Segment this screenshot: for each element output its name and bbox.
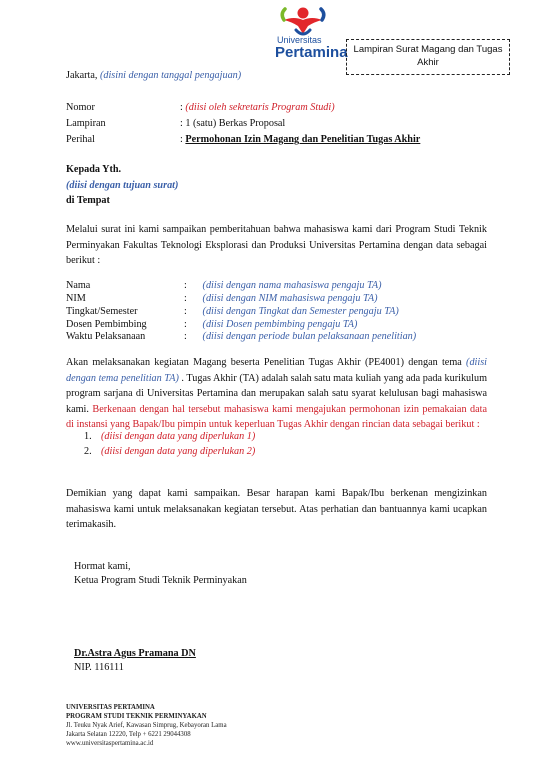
- footer-address: Jl. Teuku Nyak Arief, Kawasan Simprug, Kebayoran Lama: [66, 722, 227, 729]
- field-label: Nama: [66, 280, 91, 291]
- field-value: (diisi oleh sekretaris Program Studi): [185, 102, 335, 113]
- field-label: NIM: [66, 293, 86, 304]
- field-value: (diisi dengan NIM mahasiswa pengaju TA): [202, 293, 378, 304]
- field-value: (diisi dengan periode bulan pelaksanaan penelitian): [202, 331, 417, 342]
- header-field-perihal: [66, 134, 420, 145]
- field-label: Lampiran: [66, 118, 106, 129]
- footer-website: www.universitaspertamina.ac.id: [66, 740, 154, 747]
- annex-line-1: Lampiran Surat Magang dan Tugas: [353, 44, 503, 55]
- request-text: Berkenaan dengan hal tersebut mahasiswa kami mengajukan permohonan izin pemakaian data di instansi yang Bapak/Ibu pimpin untuk keperluan Tugas Akhir dengan rincian data sebagai berikut :: [66, 403, 487, 430]
- field-label: Dosen Pembimbing: [66, 319, 147, 330]
- field-value: 1 (satu) Berkas Proposal: [185, 118, 286, 129]
- recipient-line-2: (diisi dengan tujuan surat): [66, 180, 179, 191]
- logo-figure-icon: [276, 6, 330, 38]
- field-colon: :: [184, 280, 187, 291]
- signoff-greeting: Hormat kami,: [74, 561, 131, 572]
- logo-text-large: Pertamina: [275, 44, 348, 61]
- signatory-nip: NIP. 116111: [74, 662, 124, 673]
- field-value: (diisi dengan nama mahasiswa pengaju TA): [202, 280, 382, 291]
- field-label: Waktu Pelaksanaan: [66, 331, 146, 342]
- field-colon: :: [184, 319, 187, 330]
- annex-line-2: Akhir: [417, 57, 439, 68]
- logo-text-small: Universitas: [277, 35, 322, 45]
- field-colon: :: [180, 118, 183, 129]
- field-value: Permohonan Izin Magang dan Penelitian Tugas Akhir: [185, 134, 421, 145]
- footer-program: PROGRAM STUDI TEKNIK PERMINYAKAN: [66, 713, 207, 720]
- footer: [66, 703, 227, 748]
- intro-paragraph: Melalui surat ini kami sampaikan pemberitahuan bahwa mahasiswa kami dari Program Studi Teknik Perminyakan Fakultas Teknologi Eksplorasi dan Produksi Universitas Pertamina dengan data sebagai berikut :: [66, 224, 487, 266]
- student-field-semester: [66, 306, 399, 317]
- signatory-name: Dr.Astra Agus Pramana DN: [74, 648, 196, 659]
- field-colon: :: [184, 306, 187, 317]
- data-list-text: (diisi dengan data yang diperlukan 2): [101, 446, 256, 457]
- activity-paragraph: [66, 355, 487, 433]
- field-colon: :: [184, 293, 187, 304]
- data-list-item: 2. (diisi dengan data yang diperlukan 2): [84, 446, 256, 457]
- recipient-line-3: di Tempat: [66, 195, 110, 206]
- field-value: (diisi dengan Tingkat dan Semester pengaju TA): [202, 306, 399, 317]
- date-placeholder: (disini dengan tanggal pengajuan): [99, 70, 242, 81]
- student-field-dosen: [66, 319, 357, 330]
- data-list-text: (diisi dengan data yang diperlukan 1): [101, 431, 256, 442]
- header-field-nomor: [66, 102, 335, 113]
- field-label: Perihal: [66, 134, 95, 145]
- field-label: Nomor: [66, 102, 95, 113]
- data-list-item: 1. (diisi dengan data yang diperlukan 1): [84, 431, 256, 442]
- field-value: (diisi Dosen pembimbing pengaju TA): [202, 319, 358, 330]
- place-date: [66, 70, 241, 81]
- field-colon: :: [180, 134, 183, 145]
- signoff-title: Ketua Program Studi Teknik Perminyakan: [74, 575, 247, 586]
- activity-text-2: . Tugas Akhir (TA) adalah salah satu mata kuliah yang ada pada kurikulum program sarjana di Universitas Pertamina dan merupakan salah satu syarat kelulusan bagi mahasiswa kami.: [66, 372, 487, 415]
- place-text: Jakarta,: [66, 70, 100, 81]
- field-colon: :: [184, 331, 187, 342]
- theme-placeholder: (diisi dengan tema penelitian TA): [66, 357, 487, 384]
- annex-box: [346, 39, 510, 75]
- closing-paragraph: Demikian yang dapat kami sampaikan. Besar harapan kami Bapak/Ibu berkenan mengizinkan mahasiswa kami untuk melaksanakan kegiatan tersebut. Atas perhatian dan bantuannya kami ucapkan terimakasih.: [66, 488, 487, 530]
- footer-university: UNIVERSITAS PERTAMINA: [66, 704, 155, 711]
- recipient-line-1: Kepada Yth.: [66, 164, 122, 175]
- student-field-waktu: [66, 331, 416, 342]
- footer-city-phone: Jakarta Selatan 12220, Telp + 6221 29044308: [66, 731, 191, 738]
- field-colon: :: [180, 102, 183, 113]
- student-field-nim: [66, 293, 378, 304]
- student-field-nama: [66, 280, 381, 291]
- header-field-lampiran: [66, 118, 285, 129]
- field-label: Tingkat/Semester: [66, 306, 138, 317]
- activity-text-1: Akan melaksanakan kegiatan Magang beserta Penelitian Tugas Akhir (PE4001) dengan tema: [66, 357, 467, 368]
